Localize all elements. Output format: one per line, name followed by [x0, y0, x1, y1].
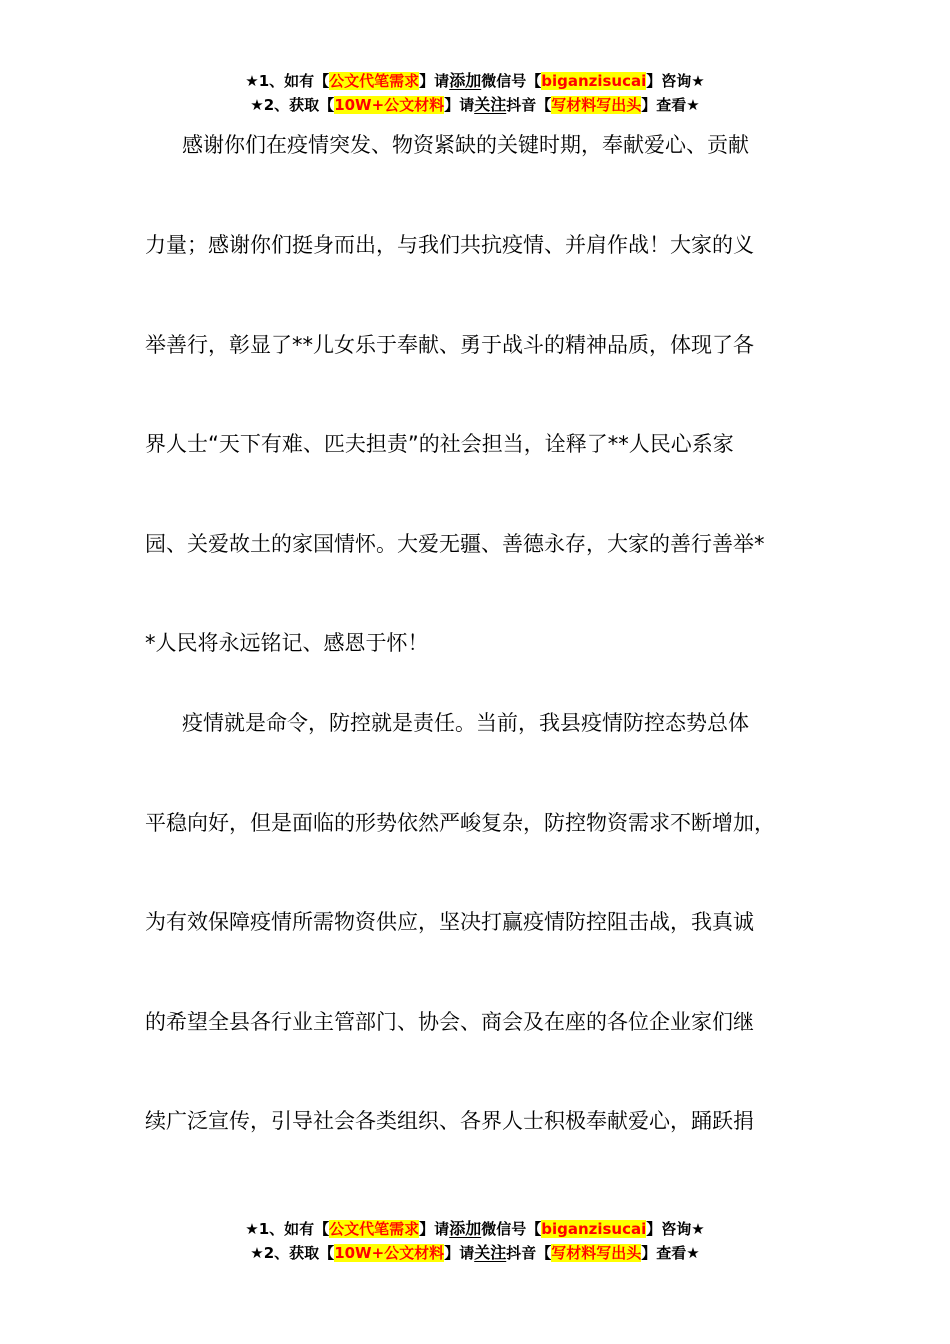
banner-line-1: ★1、如有【公文代笔需求】请添加微信号【biganzisucai】咨询★	[245, 1219, 705, 1238]
paragraph-1-line: 力量；感谢你们挺身而出，与我们共抗疫情、并肩作战！大家的义	[145, 233, 754, 257]
header-banner	[0, 69, 950, 117]
highlight-douyin: 写材料写出头	[551, 96, 642, 114]
footer-banner	[0, 1217, 950, 1265]
highlight-wechat-id: biganzisucai	[541, 1220, 647, 1238]
highlight-wechat-id: biganzisucai	[541, 72, 647, 90]
banner-line-2: ★2、获取【10W+公文材料】请关注抖音【写材料写出头】查看★	[250, 1243, 700, 1262]
paragraph-1-line: 界人士“天下有难、匹夫担责”的社会担当，诠释了**人民心系家	[145, 432, 734, 456]
highlight-douyin: 写材料写出头	[551, 1244, 642, 1262]
highlight-materials: 10W+公文材料	[334, 1244, 445, 1262]
paragraph-1-line: 感谢你们在疫情突发、物资紧缺的关键时期，奉献爱心、贡献	[182, 133, 749, 157]
paragraph-2-line: 疫情就是命令，防控就是责任。当前，我县疫情防控态势总体	[182, 711, 749, 735]
paragraph-2-line: 的希望全县各行业主管部门、协会、商会及在座的各位企业家们继	[145, 1010, 754, 1034]
highlight-service: 公文代笔需求	[329, 1220, 420, 1238]
banner-line-1: ★1、如有【公文代笔需求】请添加微信号【biganzisucai】咨询★	[245, 71, 705, 90]
paragraph-1-line: 举善行，彰显了**儿女乐于奉献、勇于战斗的精神品质，体现了各	[145, 333, 754, 357]
paragraph-1-line: 园、关爱故土的家国情怀。大爱无疆、善德永存，大家的善行善举*	[145, 532, 765, 556]
highlight-service: 公文代笔需求	[329, 72, 420, 90]
paragraph-1-line: *人民将永远铭记、感恩于怀！	[145, 631, 429, 655]
paragraph-2-line: 续广泛宣传，引导社会各类组织、各界人士积极奉献爱心，踊跃捐	[145, 1109, 754, 1133]
paragraph-2-line: 为有效保障疫情所需物资供应，坚决打赢疫情防控阻击战，我真诚	[145, 910, 754, 934]
highlight-materials: 10W+公文材料	[334, 96, 445, 114]
banner-line-2: ★2、获取【10W+公文材料】请关注抖音【写材料写出头】查看★	[250, 95, 700, 114]
paragraph-2-line: 平稳向好，但是面临的形势依然严峻复杂，防控物资需求不断增加，	[145, 811, 775, 835]
